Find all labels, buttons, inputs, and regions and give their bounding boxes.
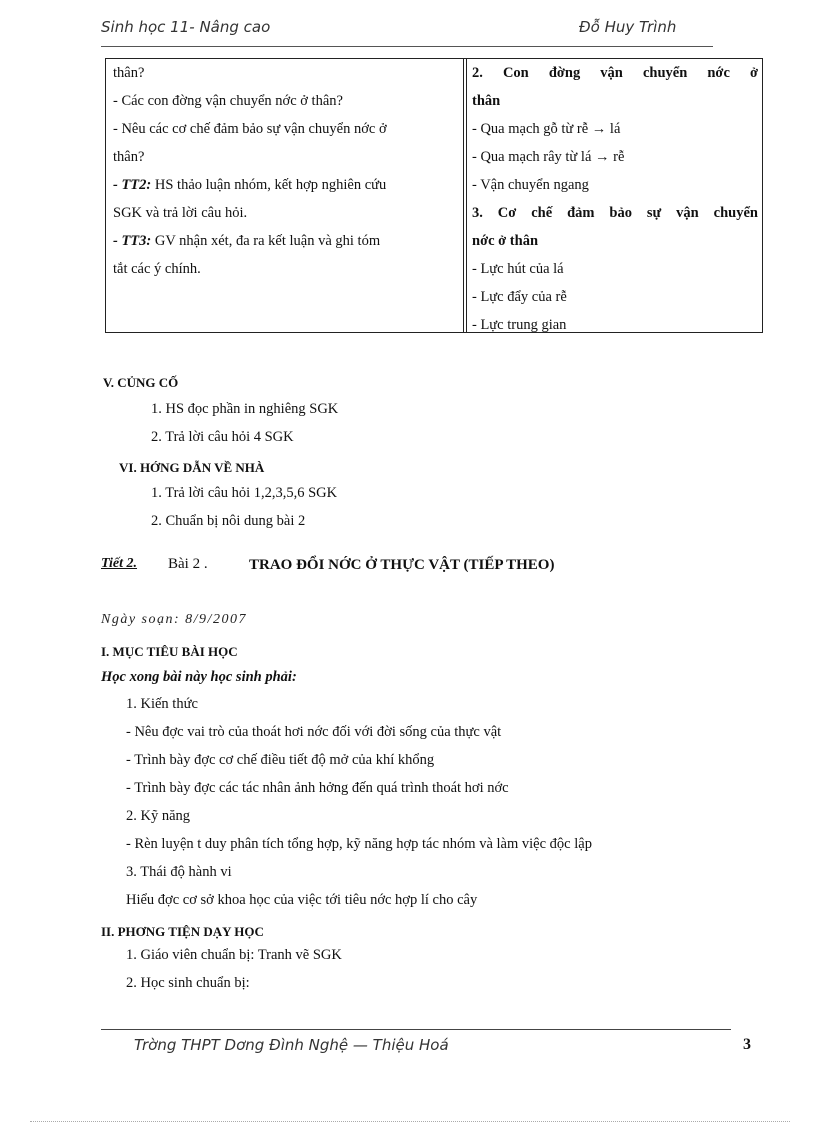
page-edge <box>30 1121 790 1122</box>
header-author: Đỗ Huy Trình <box>579 18 677 36</box>
table-line: thân? <box>113 149 145 165</box>
section-subtitle: Học xong bài này học sinh phải: <box>101 669 297 685</box>
table-line <box>113 227 458 255</box>
table-line: - Vận chuyển ngang <box>472 177 589 193</box>
list-item: 2. Học sinh chuẩn bị: <box>126 975 250 991</box>
lesson-bai: Bài 2 . <box>168 556 208 572</box>
list-item: 3. Thái độ hành vi <box>126 864 232 880</box>
list-item: Hiểu đợc cơ sở khoa học của việc tới tiêu nớc hợp lí cho cây <box>126 892 478 908</box>
table-right-cell <box>472 59 758 339</box>
footer-school: Trờng THPT Dơng Đình Nghệ — Thiệu Hoá <box>134 1036 449 1054</box>
tt3-text: GV nhận xét, đa ra kết luận và ghi tóm <box>151 233 381 249</box>
tt2-label: - TT2: <box>113 177 152 193</box>
lesson-number: Tiết 2. <box>101 556 138 571</box>
list-item: 2. Chuẩn bị nôi dung bài 2 <box>151 513 306 529</box>
list-item: - Trình bày đợc cơ chế điều tiết độ mở của khí khổng <box>126 752 435 768</box>
heading-3: 3. Cơ chế đảm bảo sự vận chuyển <box>472 205 758 221</box>
table-line: - Nêu các cơ chế đảm bảo sự vận chuyển nớc ở <box>113 121 387 137</box>
header-subject: Sinh học 11- Nâng cao <box>101 18 271 36</box>
table-line: - Lực đẩy của rễ <box>472 289 567 305</box>
prep-date: Ngày soạn: 8/9/2007 <box>101 612 247 627</box>
table-line: - Các con đờng vận chuyển nớc ở thân? <box>113 93 343 109</box>
footer-rule <box>101 1029 731 1030</box>
list-item: 1. Giáo viên chuẩn bị: Tranh vẽ SGK <box>126 947 342 963</box>
table-line: - Lực trung gian <box>472 317 567 333</box>
table-line: SGK và trả lời câu hỏi. <box>113 205 248 221</box>
lesson-table <box>105 58 763 333</box>
list-item: - Rèn luyện t duy phân tích tổng hợp, kỹ năng hợp tác nhóm và làm việc độc lập <box>126 836 592 852</box>
table-divider <box>463 59 467 332</box>
table-left-cell <box>113 59 458 283</box>
table-line: - Qua mạch gỗ từ rễ → lá <box>472 121 621 137</box>
section-title: II. PHƠNG TIỆN DẠY HỌC <box>101 924 264 939</box>
heading-2: 2. Con đờng vận chuyển nớc ở <box>472 65 758 81</box>
lesson-title: TRAO ĐỔI NỚC Ở THỰC VẬT (TIẾP THEO) <box>249 557 555 573</box>
list-item: 2. Kỹ năng <box>126 808 191 824</box>
section-title: VI. HỚNG DẪN VỀ NHÀ <box>119 460 265 475</box>
list-item: 2. Trả lời câu hỏi 4 SGK <box>151 429 294 445</box>
table-line: - Qua mạch rây từ lá → rễ <box>472 149 625 165</box>
table-line <box>113 171 458 199</box>
heading-2-cont: thân <box>472 93 501 109</box>
page-header <box>101 14 713 47</box>
tt3-label: - TT3: <box>113 233 152 249</box>
section-title: I. MỤC TIÊU BÀI HỌC <box>101 644 238 659</box>
list-item: 1. Trả lời câu hỏi 1,2,3,5,6 SGK <box>151 485 338 501</box>
heading-3-cont: nớc ở thân <box>472 233 539 249</box>
page-number: 3 <box>743 1036 751 1053</box>
list-item: 1. Kiến thức <box>126 696 198 712</box>
table-line: tắt các ý chính. <box>113 261 201 277</box>
table-line: - Lực hút của lá <box>472 261 564 277</box>
section-title: V. CỦNG CỐ <box>103 375 179 390</box>
tt2-text: HS thảo luận nhóm, kết hợp nghiên cứu <box>151 177 387 193</box>
list-item: - Trình bày đợc các tác nhân ảnh hởng đến quá trình thoát hơi nớc <box>126 780 509 796</box>
list-item: - Nêu đợc vai trò của thoát hơi nớc đối với đời sống của thực vật <box>126 724 502 740</box>
list-item: 1. HS đọc phần in nghiêng SGK <box>151 401 339 417</box>
table-line: thân? <box>113 65 145 81</box>
